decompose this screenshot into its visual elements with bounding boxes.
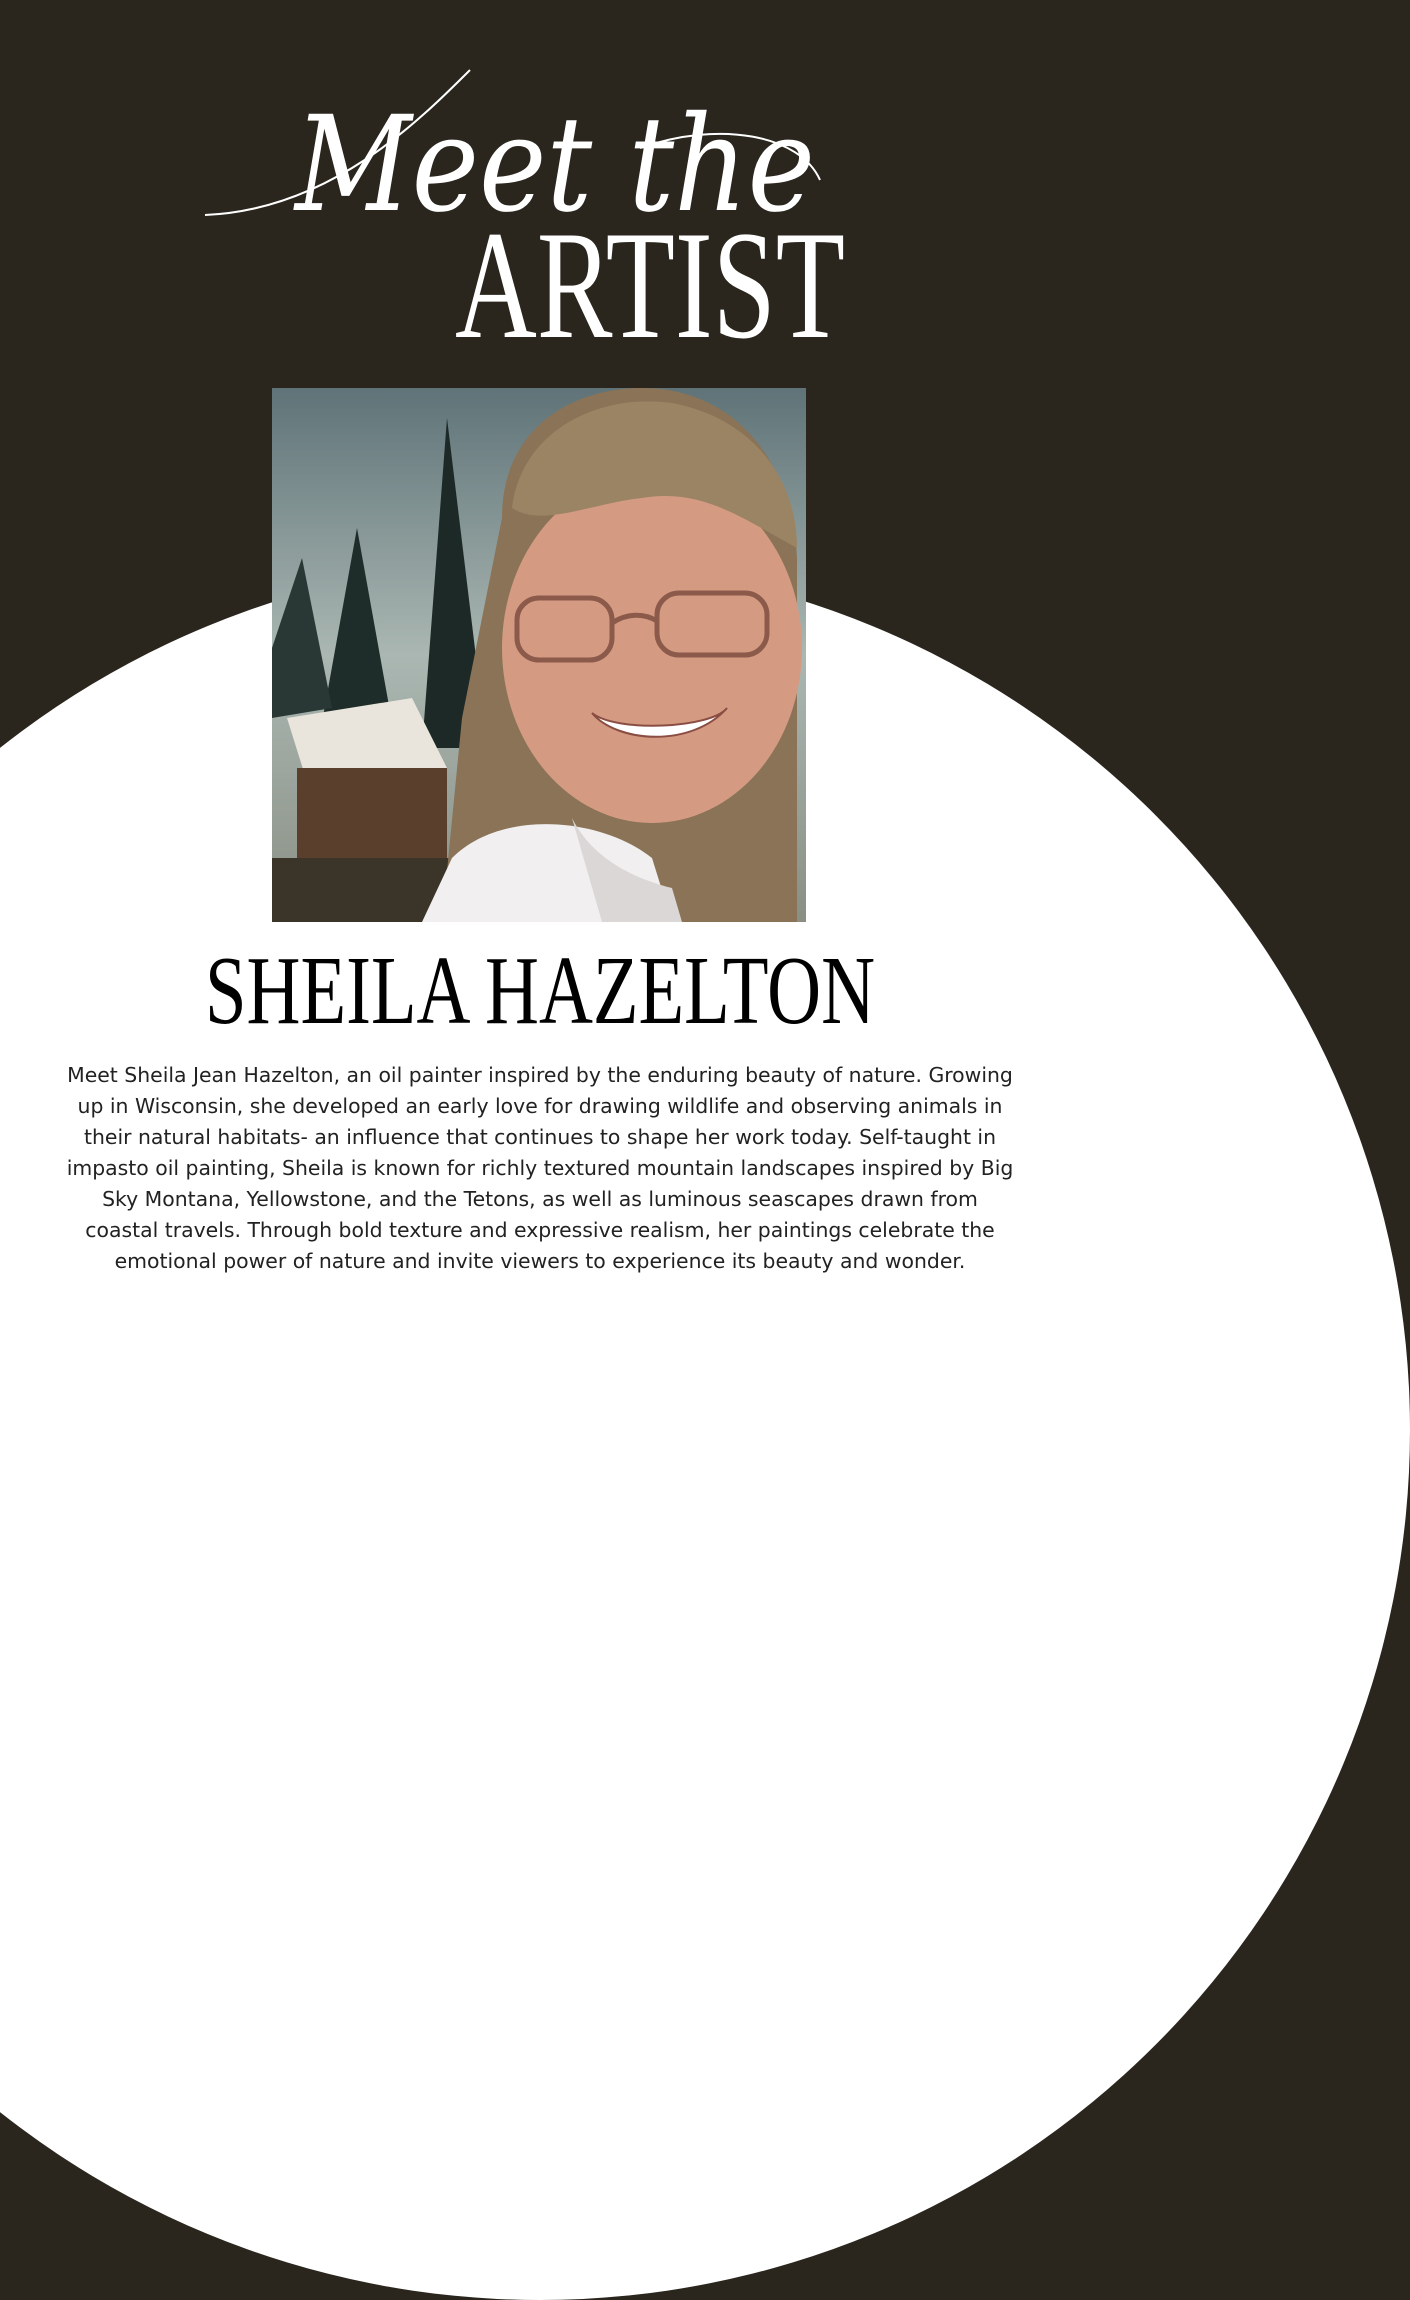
artist-portrait-photo bbox=[272, 388, 806, 922]
script-title-text: Meet the bbox=[293, 88, 816, 242]
heading-text: ARTIST bbox=[455, 199, 845, 371]
artist-name bbox=[0, 935, 1080, 1045]
heading bbox=[430, 199, 870, 371]
artist-name-text: SHEILA HAZELTON bbox=[205, 937, 875, 1045]
artist-bio: Meet Sheila Jean Hazelton, an oil painter inspired by the enduring beauty of nature. Growing up in Wisconsin, she developed an early love for drawing wildlife and observing animals in their natural habitats- an influence that continues to shape her work today. Self-taught in impasto oil painting, Sheila is known for richly textured mountain landscapes inspired by Big Sky Montana, Yellowstone, and the Tetons, as well as luminous seascapes drawn from coastal travels. Through bold texture and expressive realism, her paintings celebrate the emotional power of nature and invite viewers to experience its beauty and wonder. bbox=[66, 1063, 1014, 1273]
